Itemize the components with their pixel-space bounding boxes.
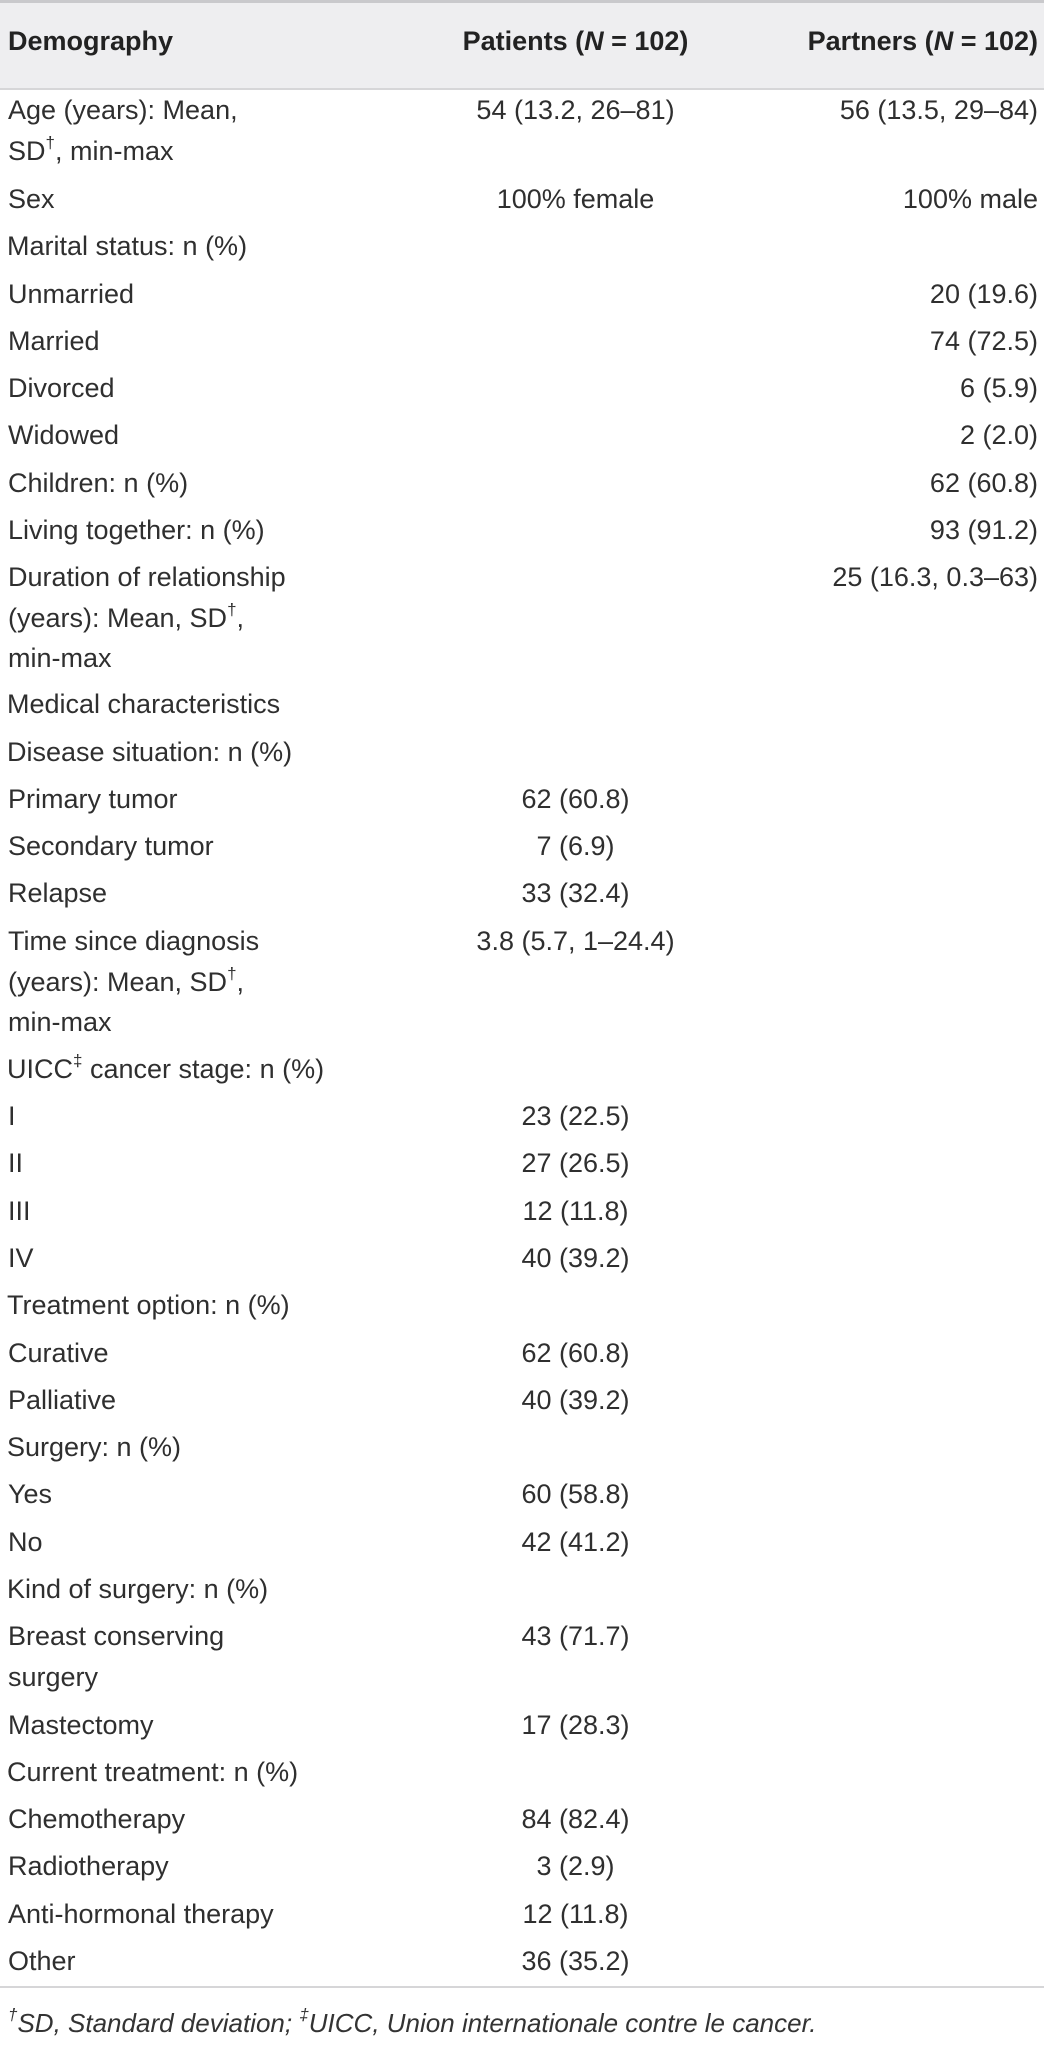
row-label: I <box>8 1101 16 1131</box>
row-label: Age (years): Mean, <box>8 95 238 125</box>
row-label: min-max <box>8 643 112 673</box>
row-label: Other <box>8 1946 76 1976</box>
row-label: Sex <box>8 184 55 214</box>
row-label: Living together: n (%) <box>8 515 265 545</box>
section-label: Medical characteristics <box>7 689 281 719</box>
section-label: Current treatment: n (%) <box>7 1757 299 1787</box>
partners-value: 6 (5.9) <box>959 373 1038 403</box>
header-patients: Patients (N = 102) <box>462 26 689 56</box>
row-label: No <box>8 1527 43 1557</box>
row-label: (years): Mean, SD†, <box>8 964 245 997</box>
partners-value: 93 (91.2) <box>929 515 1038 545</box>
header-partners: Partners (N = 102) <box>807 26 1038 56</box>
row-label: Breast conserving <box>8 1621 225 1651</box>
section-label: Treatment option: n (%) <box>7 1290 290 1320</box>
row-label: Unmarried <box>8 279 135 309</box>
section-label: Surgery: n (%) <box>7 1432 182 1462</box>
table-footnote: †SD, Standard deviation; ‡UICC, Union internationale contre le cancer. <box>8 2005 817 2038</box>
patients-value: 27 (26.5) <box>521 1148 630 1178</box>
patients-value: 40 (39.2) <box>521 1385 630 1415</box>
patients-value: 62 (60.8) <box>521 1338 630 1368</box>
row-label: Children: n (%) <box>8 468 189 498</box>
row-label: min-max <box>8 1007 112 1037</box>
table-bottom-rule <box>0 1986 1044 1988</box>
section-label: Disease situation: n (%) <box>7 737 293 767</box>
partners-value: 20 (19.6) <box>929 279 1038 309</box>
patients-value: 12 (11.8) <box>522 1196 629 1226</box>
row-label: Mastectomy <box>8 1710 154 1740</box>
patients-value: 40 (39.2) <box>521 1243 630 1273</box>
patients-value: 42 (41.2) <box>521 1527 630 1557</box>
patients-value: 84 (82.4) <box>521 1804 630 1834</box>
row-label: surgery <box>8 1662 99 1692</box>
patients-value: 23 (22.5) <box>521 1101 630 1131</box>
patients-value: 36 (35.2) <box>521 1946 630 1976</box>
row-label: Time since diagnosis <box>8 926 260 956</box>
row-label: III <box>8 1196 31 1226</box>
patients-value: 3.8 (5.7, 1–24.4) <box>476 926 675 956</box>
patients-value: 54 (13.2, 26–81) <box>476 95 675 125</box>
patients-value: 60 (58.8) <box>521 1479 630 1509</box>
row-label: Widowed <box>8 420 120 450</box>
partners-value: 62 (60.8) <box>929 468 1038 498</box>
partners-value: 100% male <box>902 184 1038 214</box>
row-label: Secondary tumor <box>8 831 214 861</box>
partners-value: 25 (16.3, 0.3–63) <box>832 562 1038 592</box>
row-label: Palliative <box>8 1385 117 1415</box>
row-label: Duration of relationship <box>8 562 286 592</box>
row-label: Primary tumor <box>8 784 178 814</box>
row-label: II <box>8 1148 24 1178</box>
partners-value: 56 (13.5, 29–84) <box>839 95 1038 125</box>
row-label: Divorced <box>8 373 115 403</box>
row-label: Anti-hormonal therapy <box>8 1899 274 1929</box>
patients-value: 12 (11.8) <box>522 1899 629 1929</box>
partners-value: 74 (72.5) <box>929 326 1038 356</box>
section-label: Kind of surgery: n (%) <box>7 1574 269 1604</box>
patients-value: 3 (2.9) <box>536 1851 615 1881</box>
row-label: Curative <box>8 1338 109 1368</box>
patients-value: 62 (60.8) <box>521 784 630 814</box>
patients-value: 7 (6.9) <box>536 831 615 861</box>
row-label: Radiotherapy <box>8 1851 169 1881</box>
patients-value: 33 (32.4) <box>521 878 630 908</box>
row-label: (years): Mean, SD†, <box>8 600 245 633</box>
patients-value: 100% female <box>496 184 655 214</box>
row-label: Relapse <box>8 878 108 908</box>
patients-value: 17 (28.3) <box>521 1710 630 1740</box>
section-label: Marital status: n (%) <box>7 231 248 261</box>
row-label: Chemotherapy <box>8 1804 186 1834</box>
row-label: Married <box>8 326 100 356</box>
header-demography: Demography <box>8 26 174 56</box>
row-label: Yes <box>8 1479 53 1509</box>
section-label: UICC‡ cancer stage: n (%) <box>7 1051 325 1084</box>
row-label: SD†, min-max <box>8 133 174 166</box>
row-label: IV <box>8 1243 34 1273</box>
patients-value: 43 (71.7) <box>521 1621 630 1651</box>
partners-value: 2 (2.0) <box>959 420 1038 450</box>
